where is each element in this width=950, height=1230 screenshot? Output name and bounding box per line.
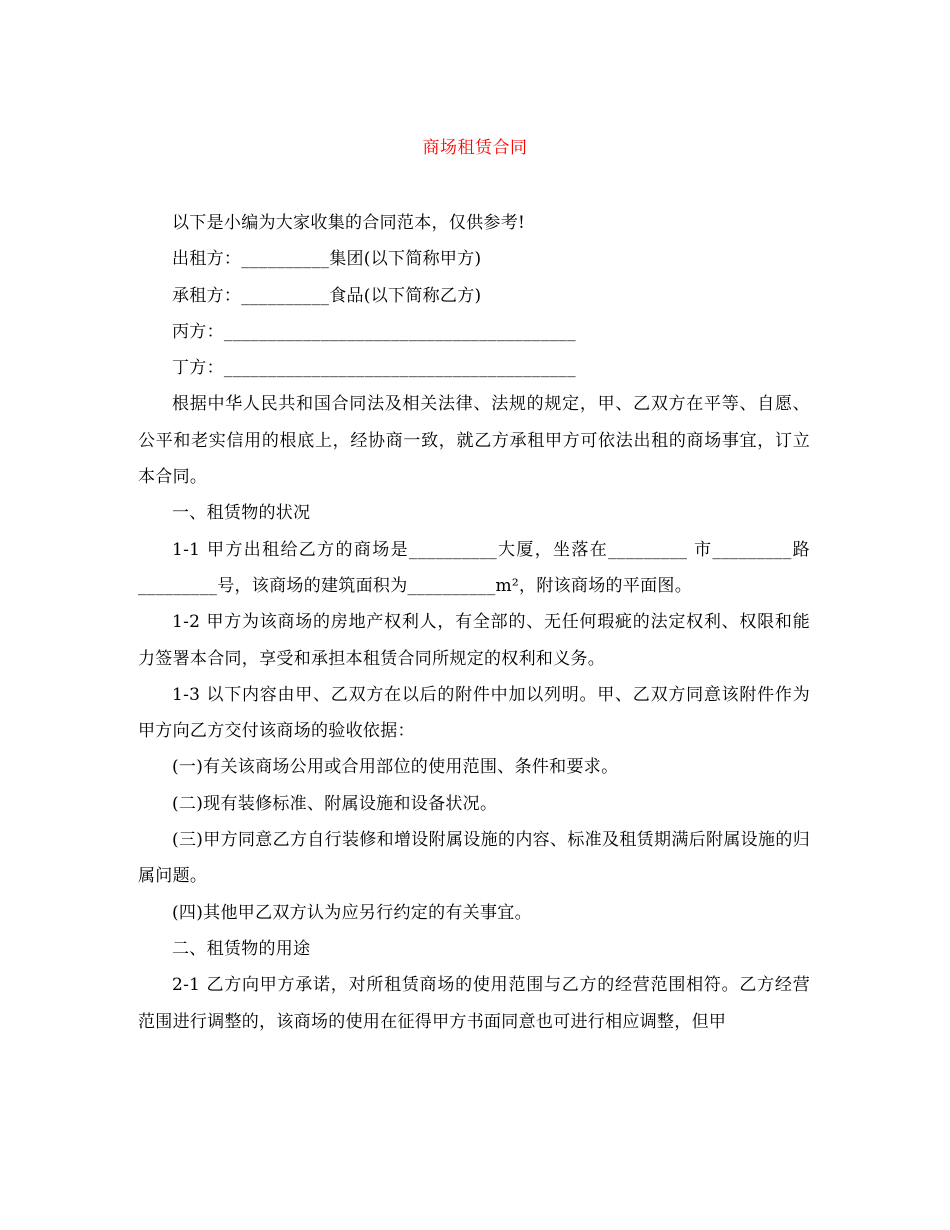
clause-paragraph: 2-1 乙方向甲方承诺，对所租赁商场的使用范围与乙方的经营范围相符。乙方经营范围进行调整的，该商场的使用在征得甲方书面同意也可进行相应调整，但甲 [138,975,810,1032]
party-c-line: 丙方：________________________________________ [172,321,576,342]
lessor-line: 出租方：__________集团(以下简称甲方) [172,249,482,270]
section-heading: 一、租赁物的状况 [172,503,311,524]
party-d-line: 丁方：________________________________________ [172,358,576,379]
section-heading: 二、租赁物的用途 [172,938,311,959]
intro-paragraph: 以下是小编为大家收集的合同范本，仅供参考! [172,213,526,233]
clause-paragraph: 1-2 甲方为该商场的房地产权利人，有全部的、无任何瑕疵的法定权利、权限和能力签署本合同，享受和承担本租赁合同所规定的权利和义务。 [138,612,810,669]
document-title: 商场租赁合同 [422,138,528,158]
clause-paragraph: 1-1 甲方出租给乙方的商场是__________大厦，坐落在_________ 市_________路_________号，该商场的建筑面积为__________m²，附该商场的平面图。 [138,539,810,596]
preamble-paragraph: 根据中华人民共和国合同法及相关法律、法规的规定，甲、乙双方在平等、自愿、公平和老实信用的根底上，经协商一致，就乙方承租甲方可依法出租的商场事宜，订立本合同。 [138,394,810,488]
list-item: (三)甲方同意乙方自行装修和增设附属设施的内容、标准及租赁期满后附属设施的归属问题。 [138,830,810,887]
list-item: (四)其他甲乙双方认为应另行约定的有关事宜。 [172,902,532,923]
list-item: (一)有关该商场公用或合用部位的使用范围、条件和要求。 [172,757,619,778]
list-item: (二)现有装修标准、附属设施和设备状况。 [172,793,498,814]
lessee-line: 承租方：__________食品(以下简称乙方) [172,285,482,306]
clause-paragraph: 1-3 以下内容由甲、乙双方在以后的附件中加以列明。甲、乙双方同意该附件作为甲方向乙方交付该商场的验收依据： [138,684,810,742]
document-body [138,205,810,1040]
